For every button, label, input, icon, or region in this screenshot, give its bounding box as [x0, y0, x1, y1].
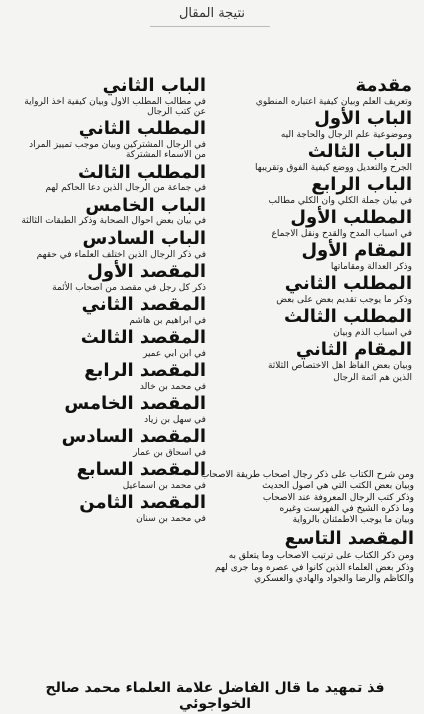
entry-heading: المقصد السادس: [61, 426, 206, 447]
entry-text: في ابن ابي عمير: [142, 348, 206, 359]
entry-text: ذكر كل رجل في مقصد من اصحاب الأئمة: [52, 282, 206, 293]
entry-heading: المطلب الثالث: [283, 306, 412, 328]
left_column-entry: [18, 119, 206, 160]
entry-heading: المطلب الثاني: [78, 118, 206, 140]
bottom-line: وبيان ما يوجب الاطمئنان بالرواية: [292, 515, 414, 525]
entry-text: وموضوعية علم الرجال والحاجة اليه: [280, 129, 412, 140]
entry-text: وذكر العدالة ومقاماتها: [330, 261, 412, 272]
left_column-entry: [18, 394, 206, 425]
title-rule: [150, 26, 270, 27]
entry-heading: الباب الرابع: [311, 174, 412, 196]
right_column-entry: [206, 109, 412, 140]
left_column-entry: [18, 262, 206, 293]
entry-heading: المقصد الثاني: [81, 293, 206, 315]
left-column: [18, 76, 206, 526]
entry-heading: المقصد الرابع: [84, 359, 206, 381]
entry-heading: الباب الأول: [314, 108, 412, 130]
entry-text: الجرح والتعديل ووضع كيفية الفوق وتقريبها: [255, 162, 412, 173]
left_column-entry: [18, 76, 206, 117]
bottom-line: وذكر بعض العلماء الذين كانوا في عصره وما جرى لهم: [215, 562, 414, 573]
entry-text: الذين هم ائمة الرجال: [333, 373, 412, 384]
entry-heading: الباب الثاني: [102, 75, 206, 96]
right_column-entry: [206, 340, 412, 371]
entry-heading: المقصد الثالث: [80, 326, 206, 348]
entry-text: في ذكر الرجال الذين اختلف العلماء في حقهم: [36, 249, 206, 260]
left_column-entry: [18, 163, 206, 194]
right_column-entry: [206, 208, 412, 239]
left_column-entry: [18, 361, 206, 392]
entry-heading: المقصد الثامن: [79, 492, 206, 514]
bottom-line: وبيان بعض الكتب التي هي اصول الحديث: [262, 481, 414, 492]
left_column-entry: [18, 427, 206, 458]
left_column-entry: [18, 295, 206, 326]
left_column-entry: [18, 196, 206, 227]
bottom-line: ومن شرح الكتاب على ذكر رجال اصحاب طريقة الاصحاب: [200, 470, 414, 480]
entry-heading: المقصد الخامس: [64, 392, 206, 414]
entry-text: في الرجال المشتركين وبيان موجب تمييز المراد من الاسماء المشتركة: [29, 140, 206, 161]
entry-text: في محمد بن خالد: [139, 381, 206, 392]
right_column-entry: [206, 241, 412, 272]
entry-text: في اسباب الذم وبيان: [333, 327, 412, 338]
page-title: نتيجة المقال: [178, 6, 246, 21]
entry-heading: مقدمة: [355, 75, 412, 96]
entry-heading: المقام الأول: [301, 240, 412, 262]
bottom-section: [14, 470, 414, 585]
right-column: [206, 76, 412, 386]
right_column-entry: [206, 142, 412, 173]
bottom-line: ومن ذكر الكتاب على ترتيب الاصحاب وما يتعلق به: [228, 551, 414, 562]
entry-text: في اسباب المدح والقدح ونقل الاجماع: [271, 228, 412, 239]
entry-text: في مطالب المطلب الاول وبيان كيفية اخذ الرواية عن كتب الرجال: [24, 96, 206, 118]
entry-heading: الباب الخامس: [85, 194, 206, 216]
entry-text: في بيان بعض احوال الصحابة وذكر الطبقات الثالثة: [21, 216, 206, 227]
right_column-entry: [206, 175, 412, 206]
bottom-line: وذكر كتب الرجال المعروفة عند الاصحاب: [262, 492, 414, 503]
entry-text: في سهل بن زياد: [144, 414, 206, 425]
entry-text: في ابراهيم بن هاشم: [129, 315, 206, 326]
entry-heading: الباب الثالث: [307, 141, 412, 163]
entry-text: وذكر ما يوجب تقديم بعض على بعض: [276, 294, 412, 305]
footer-line: فذ تمهيد ما قال الفاضل علامة العلماء محمد صالح الخواجوئي: [45, 680, 385, 712]
bottom-line: وما ذكره الشيخ في الفهرست وغيره: [279, 503, 414, 514]
right_column-entry: [206, 373, 412, 383]
entry-heading: الباب السادس: [82, 227, 206, 249]
entry-heading: المطلب الأول: [290, 207, 412, 229]
entry-heading: المقصد السابع: [76, 459, 206, 481]
bottom-line: والكاظم والرضا والجواد والهادي والعسكري: [254, 573, 414, 584]
entry-text: وتعريف العلم وبيان كيفية اعتباره المنطوي: [255, 96, 412, 107]
bottom-heading: المقصد التاسع: [284, 528, 414, 550]
entry-text: في جماعة من الرجال الذين دعا الحاكم لهم: [45, 183, 206, 194]
entry-text: في محمد بن اسماعيل: [122, 480, 206, 491]
entry-heading: المقام الثاني: [295, 339, 412, 361]
entry-heading: المطلب الثاني: [284, 273, 412, 295]
right_column-entry: [206, 76, 412, 107]
right_column-entry: [206, 274, 412, 305]
entry-heading: المطلب الثالث: [77, 161, 206, 183]
left_column-entry: [18, 328, 206, 359]
entry-heading: المقصد الأول: [87, 260, 206, 282]
entry-text: في محمد بن سنان: [136, 513, 206, 524]
entry-text: في اسحاق بن عمار: [133, 447, 206, 458]
entry-text: وبيان بعض الفاظ اهل الاختصاص الثلاثة: [267, 360, 412, 371]
left_column-entry: [18, 229, 206, 260]
entry-text: في بيان جملة الكلي وان الكلي مطالب: [268, 195, 412, 206]
right_column-entry: [206, 307, 412, 338]
